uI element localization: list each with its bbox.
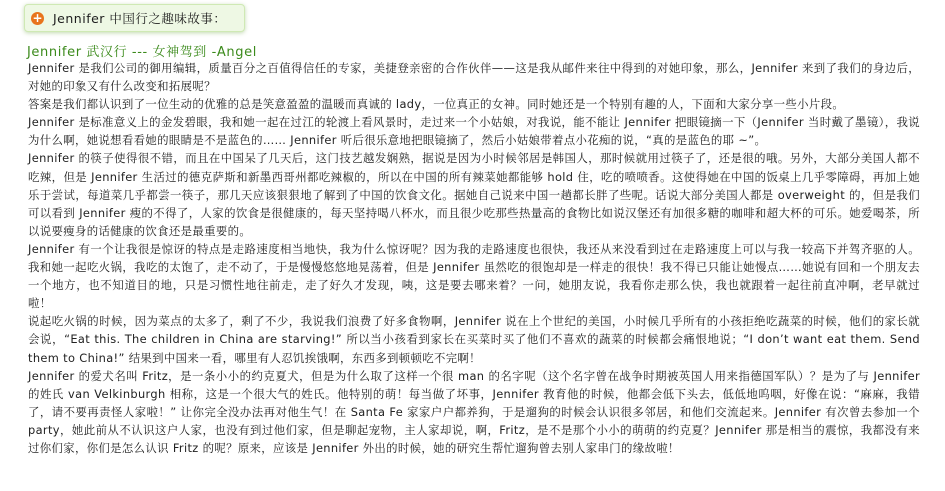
paragraph-fritz: Jennifer 的爱犬名叫 Fritz，是一条小小的约克夏犬，但是为什么取了这样一个很 man 的名字呢（这个名字曾在战争时期被英国人用来指德国军队）？是为了与 Jennifer 的姓氏 van Velkinburgh 相称，这是一个很大气的姓氏。他特别的萌！每当做了坏事，Jennifer 教育他的时候，他都会低下头去，低低地呜咽，好像在说：“麻麻，我错了，请不要再责怪人家啦！” 让你完全没办法再对他生气！在 Santa Fe 家家户户都养狗，于是遛狗的时候会认识很多邻居，和他们交流起来。Jennifer 有次曾去参加一个 party，她此前从不认识这户人家，也没有到过他们家，但是聊起宠物，主人家却说，啊，Fritz，是不是那个小小的萌萌的约克夏？Jennifer 那是相当的震惊，我都没有来过你们家，你们是怎么认识 Fritz 的呢？原来，应该是 Jennifer 外出的时候，她的研究生帮忙遛狗曾去别人家串门的缘故啦！ <box>28 368 920 455</box>
section-tab[interactable] <box>24 4 245 32</box>
article-subtitle: Jennifer 武汉行 --- 女神驾到 -Angel <box>27 45 257 60</box>
plus-circle-icon[interactable]: + <box>32 10 43 25</box>
paragraph-intro: Jennifer 是我们公司的御用编辑，质量百分之百值得信任的专家，美捷登亲密的合作伙伴——这是我从邮件来往中得到的对她印象，那么，Jennifer 来到了我们的身边后，对她的印象又有什么改变和拓展呢？ <box>28 61 920 94</box>
paragraph-walking: Jennifer 有一个让我很是惊讶的特点是走路速度相当地快，我为什么惊讶呢？因为我的走路速度也很快，我还从来没看到过在走路速度上可以与我一较高下并驾齐驱的人。我和她一起吃火锅，我吃的太饱了，走不动了，于是慢慢悠悠地晃荡着，但是 Jennifer 虽然吃的很饱却是一样走的很快！我不得已只能让她慢点……她说有回和一个朋友去一个地方，也不知道目的地，只是习惯性地往前走，走了好久才发现，咦，这是要去哪来着？一问，她朋友说，我看你走那么快，我也就跟着一起往前直冲啊，老早就过啦！ <box>28 241 920 311</box>
paragraph-hotpot: 说起吃火锅的时候，因为菜点的太多了，剩了不少，我说我们浪费了好多食物啊，Jennifer 说在上个世纪的美国，小时候几乎所有的小孩拒绝吃蔬菜的时候，他们的家长就会说，“Eat this. The children in China are starving!” 所以当小孩看到家长在买菜时买了他们不喜欢的蔬菜的时候都会痛恨地说；“I don’t want eat them. Send them to China!” 结果到中国来一看，哪里有人忍饥挨饿啊，东西多到顿顿吃不完啊！ <box>28 314 920 365</box>
paragraph-lady: 答案是我们都认识到了一位生动的优雅的总是笑意盈盈的温暖而真诚的 lady，一位真正的女神。同时她还是一个特别有趣的人，下面和大家分享一些小片段。 <box>28 97 845 112</box>
paragraph-chopsticks: Jennifer 的筷子使得很不错，而且在中国呆了几天后，这门技艺越发娴熟，据说是因为小时候邻居是韩国人，那时候就用过筷子了，还是很的哦。另外，大部分美国人都不吃辣，但是 Jennifer 生活过的德克萨斯和新墨西哥州都吃辣椒的，所以在中国的所有辣菜她都能够 hold 住，吃的喷喷香。这使得她在中国的饭桌上几乎零障碍，再加上她乐于尝试，每道菜几乎都尝一筷子，那几天应该狠狠地了解到了中国的饮食文化。据她自己说来中国一趟都长胖了些呢。话说大部分美国人都是 overweight 的，但是我们可以看到 Jennifer 瘦的不得了，人家的饮食是很健康的，每天坚持喝八杯水，而且很少吃那些热量高的食物比如说汉堡还有加很多糖的咖啡和超大杯的可乐。她爱喝茶，所以说要瘦身的话健康的饮食还是最重要的。 <box>28 151 920 238</box>
section-tab-label: Jennifer 中国行之趣味故事： <box>53 11 227 26</box>
paragraph-blue-eyes: Jennifer 是标准意义上的金发碧眼，我和她一起在过江的轮渡上看风景时，走过来一个小姑娘，对我说，能不能让 Jennifer 把眼镜摘一下（Jennifer 当时戴了墨镜），我说为什么啊，她说想看看她的眼睛是不是蓝色的…… Jennifer 听后很乐意地把眼镜摘了，然后小姑娘带着点小花痴的说，“真的是蓝色的耶 ~”。 <box>28 115 920 148</box>
article-body <box>28 59 920 457</box>
